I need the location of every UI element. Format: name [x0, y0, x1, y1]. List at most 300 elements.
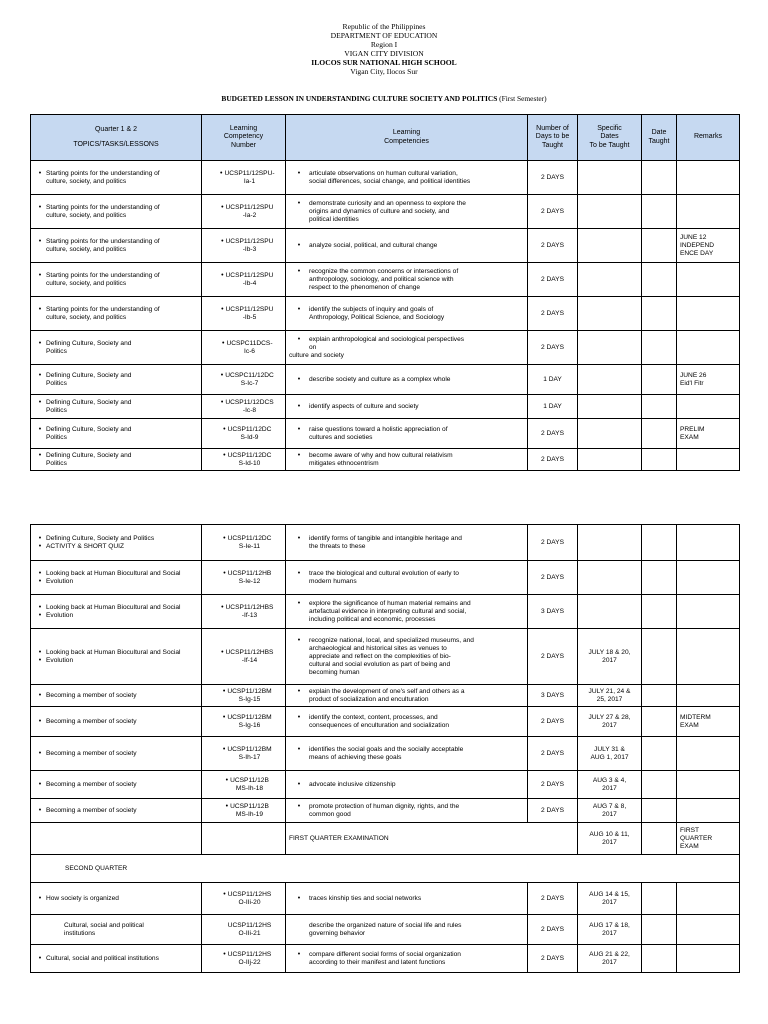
text-line: -Ia-2: [242, 211, 257, 219]
table-row: [31, 525, 740, 561]
text-line: Evolution: [46, 656, 74, 664]
bullet-icon: •: [297, 241, 301, 249]
code-text: [225, 399, 273, 415]
text-line: JUNE 12: [680, 233, 707, 241]
text-line: UCSP11/12HBS: [225, 603, 274, 611]
dates-cell: [578, 395, 642, 419]
days-value: 1 DAY: [543, 402, 562, 410]
bullet-text: [46, 750, 198, 758]
competency-code: [205, 272, 282, 288]
bullet-icon: •: [38, 451, 42, 459]
text-line: O-IIj-22: [238, 958, 261, 966]
competency-cell: [286, 685, 528, 707]
text-line: according to their manifest and latent functions: [309, 958, 446, 966]
bullet-icon: •: [223, 451, 226, 459]
table-row: [31, 915, 740, 945]
text-line: 2017: [602, 784, 617, 792]
bullet-icon: •: [38, 237, 42, 245]
topic-cell: [31, 883, 202, 915]
text-line: describe the organized nature of social life and rules: [309, 921, 462, 929]
text-line: including political and economic, processes: [309, 615, 436, 623]
bullet-item: [289, 714, 524, 730]
bullet-icon: •: [38, 203, 42, 211]
bullet-item: [34, 535, 198, 543]
bullet-icon: •: [297, 267, 301, 275]
bullet-item: [34, 204, 198, 220]
date-taught-cell: [642, 883, 677, 915]
text-line: recognize the common concerns or intersections of: [309, 267, 459, 275]
bullet-text: [309, 951, 524, 967]
text-line: Politics: [46, 379, 67, 387]
bullet-icon: •: [38, 656, 42, 664]
text-line: ACTIVITY & SHORT QUIZ: [46, 542, 125, 550]
bullet-item: [289, 746, 524, 762]
date-taught-cell: [642, 595, 677, 629]
date-taught-cell: [642, 365, 677, 395]
competency-code: [205, 746, 282, 762]
date-taught-cell: [642, 707, 677, 737]
days-cell: [528, 629, 578, 685]
exam-label: FIRST QUARTER EXAMINATION: [289, 834, 389, 842]
topic-cell: [31, 525, 202, 561]
code-cell: [202, 707, 286, 737]
text-line: Ic-6: [243, 347, 255, 355]
bullet-icon: •: [38, 780, 42, 788]
bullet-icon: •: [297, 713, 301, 721]
bullet-icon: •: [38, 648, 42, 656]
text-line: Anthropology, Political Science, and Sociology: [309, 313, 445, 321]
remarks-cell: [677, 915, 740, 945]
competency-code: [205, 777, 282, 793]
bullet-icon: •: [223, 890, 226, 898]
text-line: Politics: [46, 433, 67, 441]
bullet-text: [46, 604, 198, 612]
text-line: JUNE 26: [680, 371, 707, 379]
text-line: advocate inclusive citizenship: [309, 780, 396, 788]
text-line: O-IIi-20: [238, 898, 261, 906]
bullet-item: [34, 657, 198, 665]
dates-cell: [578, 449, 642, 471]
text-line: S-Ie-11: [238, 542, 261, 550]
bullet-icon: •: [297, 425, 301, 433]
text-line: UCSP11/12BM: [227, 713, 272, 721]
competency-code: [205, 891, 282, 907]
section-text: SECOND QUARTER: [65, 864, 128, 872]
competency-cell: [286, 263, 528, 297]
competency-cell: [286, 595, 528, 629]
competency-cell: [286, 707, 528, 737]
code-cell: [202, 263, 286, 297]
text-line: S-Ih-17: [238, 753, 261, 761]
date-taught-cell: [642, 629, 677, 685]
date-taught-cell: [642, 449, 677, 471]
code-cell: [202, 449, 286, 471]
bullet-icon: •: [297, 894, 301, 902]
bullet-item: [34, 781, 198, 789]
competency-code: [205, 922, 282, 938]
text-line: describe society and culture as a complex whole: [309, 375, 451, 383]
remarks-cell: [677, 229, 740, 263]
competency-cell: [286, 161, 528, 195]
bullet-icon: •: [297, 451, 301, 459]
text-line: political identities: [309, 215, 359, 223]
competency-cell: [286, 331, 528, 365]
remarks-cell: [677, 365, 740, 395]
competency-cell: [286, 799, 528, 823]
date-taught-cell: [642, 525, 677, 561]
bullet-text: [309, 426, 524, 442]
days-cell: [528, 737, 578, 771]
text-line: Eid'l Fitr: [680, 379, 704, 387]
bullet-icon: •: [297, 950, 301, 958]
text-line: product of socialization and enculturation: [309, 695, 429, 703]
document-title: [0, 94, 768, 103]
dates-cell: [578, 883, 642, 915]
days-cell: [528, 561, 578, 595]
text-line: culture, society, and politics: [46, 313, 127, 321]
text-line: EXAM: [680, 842, 699, 850]
competency-cell: [286, 561, 528, 595]
code-text: [226, 238, 274, 254]
code-cell: [202, 229, 286, 263]
code-text: [228, 426, 272, 442]
dates-cell: [578, 629, 642, 685]
remarks-cell: [677, 195, 740, 229]
code-text: [228, 891, 272, 907]
topic-cell: [31, 685, 202, 707]
remarks-cell: [677, 561, 740, 595]
bullet-text: [46, 543, 198, 551]
code-text: [228, 570, 272, 586]
text-line: UCSP11/12SPU: [225, 203, 274, 211]
remarks-cell: [677, 799, 740, 823]
text-line: Looking back at Human Biocultural and Social: [46, 603, 181, 611]
text-line: AUG 10 & 11,: [589, 830, 630, 838]
table-row: [31, 629, 740, 685]
text-line: recognize national, local, and specialized museums, and: [309, 636, 474, 644]
header-topics: Quarter 1 & 2 TOPICS/TASKS/LESSONS: [31, 115, 202, 161]
text-line: modern humans: [309, 577, 357, 585]
days-value: 2 DAYS: [541, 207, 564, 215]
bullet-item: [289, 781, 524, 789]
bullet-icon: •: [38, 691, 42, 699]
days-value: 2 DAYS: [541, 573, 564, 581]
text-line: identify the subjects of inquiry and goals of: [309, 305, 434, 313]
bullet-text: [46, 372, 198, 388]
bullet-item: [34, 649, 198, 657]
budget-table-page-2: [30, 524, 740, 973]
text-line: JULY 21, 24 &: [588, 687, 631, 695]
date-taught-cell: [642, 263, 677, 297]
bullet-icon: •: [223, 569, 226, 577]
bullet-icon: •: [220, 169, 223, 177]
competency-code: [205, 399, 282, 415]
text-line: S-Id-9: [240, 433, 259, 441]
table-row: [31, 799, 740, 823]
days-value: 2 DAYS: [541, 309, 564, 317]
code-cell: [202, 395, 286, 419]
competency-code: [205, 604, 282, 620]
days-value: 2 DAYS: [541, 343, 564, 351]
bullet-icon: •: [297, 402, 301, 410]
date-taught-cell: [642, 737, 677, 771]
topic-cell: [31, 915, 202, 945]
text-line: Evolution: [46, 577, 74, 585]
dates-cell: [578, 229, 642, 263]
bullet-text: [46, 238, 198, 254]
text-line: Cultural, social and political: [64, 921, 144, 929]
text-line: explain the development of one's self and others as a: [309, 687, 465, 695]
competency-cell: [286, 945, 528, 973]
bullet-icon: •: [297, 687, 301, 695]
bullet-icon: •: [223, 425, 226, 433]
remarks-cell: [677, 737, 740, 771]
text-line: JULY 18 & 20,: [588, 648, 631, 656]
dates-cell: [578, 331, 642, 365]
table-row: [31, 883, 740, 915]
bullet-text: [309, 570, 524, 586]
competency-cell: [286, 229, 528, 263]
remarks-cell: [677, 883, 740, 915]
text-line: become aware of why and how cultural relativism: [309, 451, 453, 459]
text-line: S-Id-10: [238, 459, 261, 467]
bullet-icon: •: [297, 199, 301, 207]
dates-cell: [578, 737, 642, 771]
bullet-text: [46, 272, 198, 288]
table-row: [31, 771, 740, 799]
bullet-text: [46, 657, 198, 665]
text-line: MS-Ih-18: [235, 784, 264, 792]
bullet-item: [34, 750, 198, 758]
bullet-icon: •: [38, 954, 42, 962]
text-line: ENCE DAY: [680, 249, 714, 257]
bullet-icon: •: [297, 305, 301, 313]
topic-cell: [31, 945, 202, 973]
text-line: culture, society, and politics: [46, 279, 127, 287]
topic-cell: [31, 297, 202, 331]
bullet-text: [46, 426, 198, 442]
bullet-item: [34, 543, 198, 551]
text-line: Cultural, social and political institutions: [46, 954, 159, 962]
table-row: [31, 195, 740, 229]
text-line: AUG 21 & 22,: [589, 950, 630, 958]
code-cell: [202, 945, 286, 973]
remarks-cell: [677, 685, 740, 707]
code-cell: [202, 365, 286, 395]
text-line: Defining Culture, Society and: [46, 339, 132, 347]
topic-cell: [31, 799, 202, 823]
bullet-item: [34, 895, 198, 903]
text-line: Ia-1: [243, 177, 256, 185]
text-line: cultures and societies: [309, 433, 373, 441]
days-value: 1 DAY: [543, 375, 562, 383]
text-line: the threats to these: [309, 542, 366, 550]
bullet-text: [309, 803, 524, 819]
bullet-text: [309, 637, 524, 677]
competency-code: [205, 649, 282, 665]
text-line: respect to the phenomenon of change: [309, 283, 421, 291]
text-line: UCSPC11DCS-: [226, 339, 273, 347]
bullet-icon: •: [38, 542, 42, 550]
table-row: [31, 595, 740, 629]
bullet-icon: •: [38, 894, 42, 902]
days-value: 2 DAYS: [541, 954, 564, 962]
text-line: AUG 7 & 8,: [592, 802, 627, 810]
competency-cell: [286, 771, 528, 799]
topic-cell: [31, 737, 202, 771]
text-line: Becoming a member of society: [46, 780, 137, 788]
date-taught-cell: [642, 331, 677, 365]
table-row: [31, 395, 740, 419]
bullet-text: [309, 746, 524, 762]
bullet-icon: •: [297, 599, 301, 607]
text-line: UCSP11/12HBS: [225, 648, 274, 656]
bullet-text: [46, 895, 198, 903]
text-line: Starting points for the understanding of: [46, 305, 160, 313]
text-line: UCSP11/12HS: [227, 921, 272, 929]
topic-cell: [31, 331, 202, 365]
topic-cell: [31, 195, 202, 229]
text-line: Looking back at Human Biocultural and Social: [46, 648, 181, 656]
exam-cell: [286, 823, 578, 855]
text-line: UCSP11/12B: [230, 776, 269, 784]
bullet-icon: •: [225, 802, 229, 810]
bullet-icon: •: [297, 169, 301, 177]
bullet-item: [289, 688, 524, 704]
text-line: AUG 3 & 4,: [592, 776, 627, 784]
dates-cell: [578, 263, 642, 297]
text-line: Starting points for the understanding of: [46, 203, 160, 211]
date-taught-cell: [642, 915, 677, 945]
bullet-text: [46, 718, 198, 726]
text-line: culture, society, and politics: [46, 177, 127, 185]
bullet-item: [289, 403, 524, 411]
code-text: [227, 714, 271, 730]
text-line: UCSP11/12DC: [227, 451, 272, 459]
bullet-item: [34, 306, 198, 322]
text-line: explain anthropological and sociological perspectives: [309, 335, 465, 343]
date-taught-cell: [642, 419, 677, 449]
text-line: -Ib-3: [242, 245, 257, 253]
text-line: MIDTERM: [680, 713, 711, 721]
text-line: governing behavior: [309, 929, 366, 937]
competency-code: [205, 951, 282, 967]
text-line: S-Ig-16: [238, 721, 261, 729]
text-line: UCSP11/12BM: [227, 745, 272, 753]
bullet-icon: •: [221, 237, 224, 245]
table-row: [31, 365, 740, 395]
bullet-text: [309, 922, 524, 938]
text-line: Defining Culture, Society and: [46, 425, 132, 433]
days-value: 2 DAYS: [541, 717, 564, 725]
dates-cell: [578, 365, 642, 395]
date-taught-cell: [642, 771, 677, 799]
topic-text: [34, 922, 198, 938]
bullet-text: [309, 336, 524, 352]
bullet-text: [46, 535, 198, 543]
document-header: [0, 22, 768, 76]
text-line: 2017: [602, 810, 617, 818]
remarks-cell: [677, 331, 740, 365]
text-line: EXAM: [680, 433, 699, 441]
days-cell: [528, 449, 578, 471]
text-line: UCSP11/12SPU: [225, 271, 274, 279]
days-cell: [528, 883, 578, 915]
code-cell: [202, 561, 286, 595]
competency-cell: [286, 449, 528, 471]
text-line: Becoming a member of society: [46, 717, 137, 725]
code-cell: [202, 595, 286, 629]
bullet-text: [309, 242, 524, 250]
days-cell: [528, 419, 578, 449]
bullet-icon: •: [297, 636, 301, 644]
text-line: MS-Ih-19: [235, 810, 264, 818]
text-line: Defining Culture, Society and: [46, 451, 132, 459]
bullet-icon: •: [222, 339, 225, 347]
text-line: institutions: [64, 929, 96, 937]
remarks-cell: [677, 595, 740, 629]
bullet-text: [46, 955, 198, 963]
days-value: 2 DAYS: [541, 173, 564, 181]
date-taught-cell: [642, 395, 677, 419]
text-line: anthropology, sociology, and political science with: [309, 275, 454, 283]
dates-cell: [578, 595, 642, 629]
text-line: Starting points for the understanding of: [46, 271, 160, 279]
date-taught-cell: [642, 945, 677, 973]
bullet-icon: •: [223, 950, 226, 958]
table-row: [31, 945, 740, 973]
text-line: traces kinship ties and social networks: [309, 894, 422, 902]
bullet-item: [34, 372, 198, 388]
bullet-item: [289, 951, 524, 967]
text-line: 2017: [602, 898, 617, 906]
date-taught-cell: [642, 685, 677, 707]
text-line: Defining Culture, Society and: [46, 398, 132, 406]
text-line: FIRST: [680, 826, 700, 834]
competency-code: [205, 238, 282, 254]
text-line: on: [309, 343, 317, 351]
text-line: raise questions toward a holistic appreciation of: [309, 425, 448, 433]
code-text: [226, 604, 274, 620]
code-text: [227, 688, 271, 704]
text-line: UCSP11/12DC: [227, 425, 272, 433]
competency-cell: [286, 629, 528, 685]
header-line: ILOCOS SUR NATIONAL HIGH SCHOOL: [311, 58, 457, 67]
table-row: [31, 331, 740, 365]
bullet-icon: •: [297, 745, 301, 753]
bullet-icon: •: [38, 305, 42, 313]
days-value: 2 DAYS: [541, 806, 564, 814]
header-line: Republic of the Philippines: [342, 22, 426, 31]
bullet-text: [46, 452, 198, 468]
dates-cell: [578, 707, 642, 737]
code-cell: [202, 161, 286, 195]
bullet-item: [34, 692, 198, 700]
code-cell: [202, 823, 286, 855]
code-text: [228, 535, 272, 551]
text-line: Becoming a member of society: [46, 749, 137, 757]
days-value: 2 DAYS: [541, 780, 564, 788]
days-value: 3 DAYS: [541, 691, 564, 699]
topic-cell: [31, 263, 202, 297]
text-line: 2017: [602, 721, 617, 729]
text-line: Politics: [46, 406, 67, 414]
competency-cell: [286, 915, 528, 945]
days-value: 2 DAYS: [541, 538, 564, 546]
remarks-cell: [677, 525, 740, 561]
competency-code: [205, 204, 282, 220]
text-line: UCSP11/12BM: [227, 687, 272, 695]
